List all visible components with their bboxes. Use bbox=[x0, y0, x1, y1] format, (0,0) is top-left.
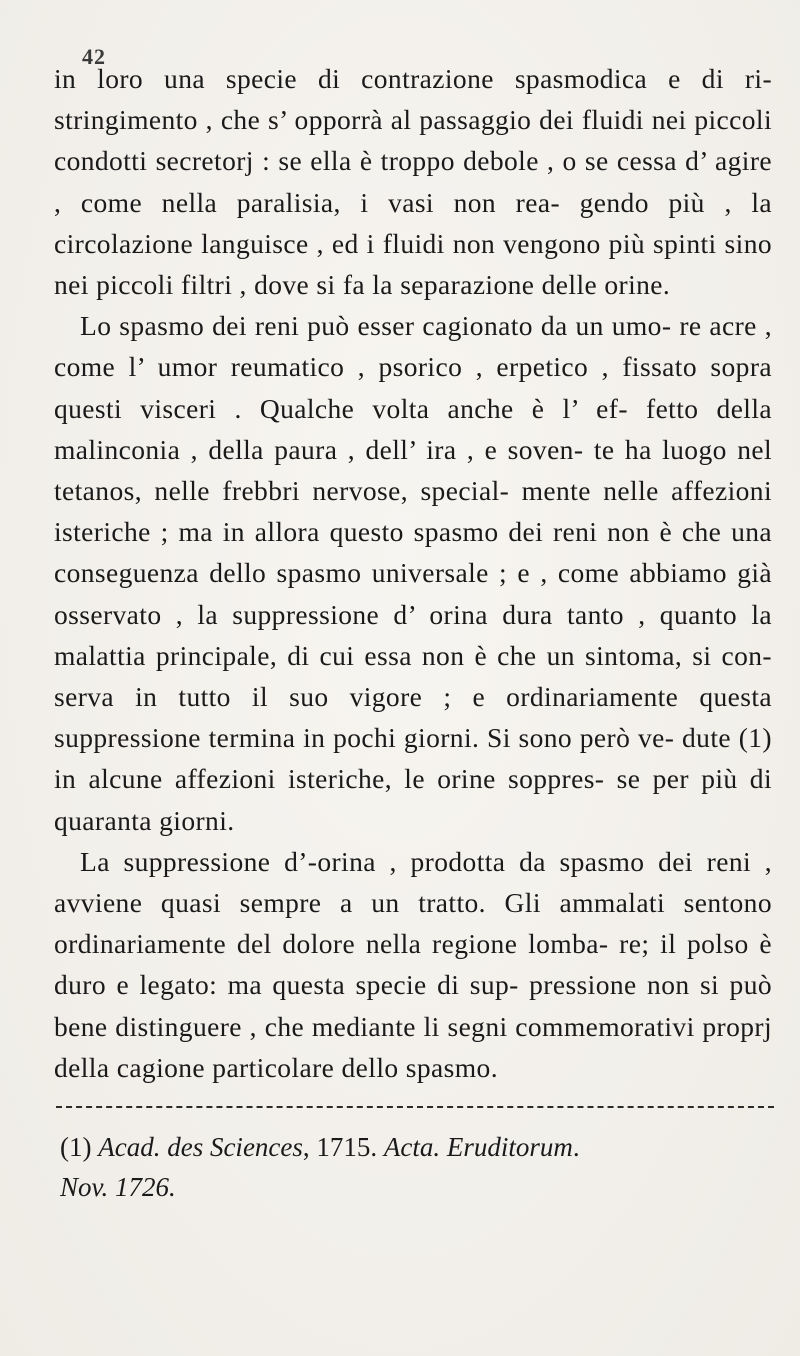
footnote-source-2: Acta. Eruditorum bbox=[383, 1132, 573, 1162]
paragraph-1: in loro una specie di contrazione spasmodica e di ri- stringimento , che s’ opporrà al passaggio dei fluidi nei piccoli condotti secretorj : se ella è troppo debole , o se cessa d’ agire , come nella paralisia, i vasi non rea- gendo più , la circolazione languisce , ed i fluidi non vengono più spinti sino nei piccoli filtri , dove si fa la separazione delle orine. bbox=[54, 63, 772, 301]
footnote-date: Nov. 1726. bbox=[60, 1172, 176, 1202]
footnote-source-1: Acad. des Sciences bbox=[98, 1132, 303, 1162]
footnote-text bbox=[54, 1127, 772, 1167]
footnote-divider bbox=[56, 1106, 774, 1108]
paragraph-3: La suppressione d’-orina , prodotta da spasmo dei reni , avviene quasi sempre a un tratto. Gli ammalati sentono ordinariamente del dolore nella regione lomba- re; il polso è duro e legato: ma questa specie di sup- pressione non si può bene distinguere , che mediante li segni commemorativi proprj della cagione particolare dello spasmo. bbox=[54, 845, 772, 1083]
body-text bbox=[54, 58, 772, 1088]
footnote bbox=[54, 1127, 772, 1207]
footnote-date-line bbox=[54, 1167, 772, 1207]
page-number: 42 bbox=[82, 44, 106, 69]
footnote-suffix: . bbox=[572, 1132, 580, 1162]
footnote-year-1: , 1715. bbox=[302, 1132, 378, 1162]
footnote-marker: (1) bbox=[60, 1132, 92, 1162]
paragraph-2: Lo spasmo dei reni può esser cagionato da un umo- re acre , come l’ umor reumatico , psorico , erpetico , fissato sopra questi visceri . Qualche volta anche è l’ ef- fetto della malinconia , della paura , dell’ ira , e soven- te ha luogo nel tetanos, nelle frebbri nervose, special- mente nelle affezioni isteriche ; ma in allora questo spasmo dei reni non è che una conseguenza dello spasmo universale ; e , come abbiamo già osservato , la suppressione d’ orina dura tanto , quanto la malattia principale, di cui essa non è che un sintoma, si con- serva in tutto il suo vigore ; e ordinariamente questa suppressione termina in pochi giorni. Si sono però ve- dute (1) in alcune affezioni isteriche, le orine soppres- se per più di quaranta giorni. bbox=[54, 310, 772, 836]
